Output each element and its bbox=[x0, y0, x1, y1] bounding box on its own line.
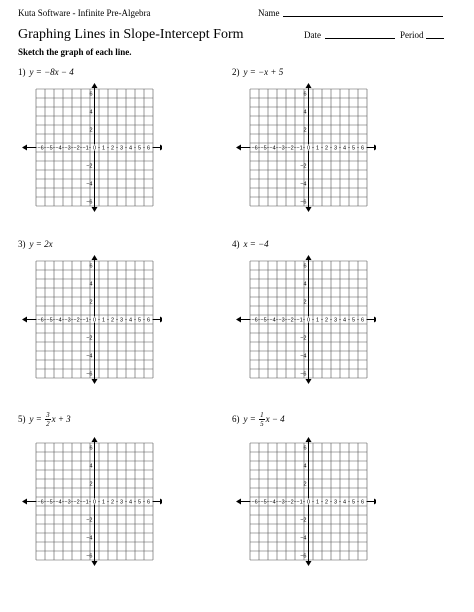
x-tick-label: 4 bbox=[128, 145, 133, 152]
x-tick-label: 2 bbox=[324, 145, 329, 152]
x-axis-arrow-left bbox=[236, 145, 241, 151]
y-tick-label: −6 bbox=[300, 199, 307, 206]
date-label: Date bbox=[304, 30, 321, 40]
y-tick-label: −2 bbox=[86, 335, 93, 342]
slope-fraction bbox=[45, 411, 51, 428]
y-axis-arrow-up bbox=[92, 83, 98, 88]
y-tick-label: 2 bbox=[89, 481, 93, 488]
x-tick-label: −4 bbox=[55, 499, 62, 506]
x-tick-label: −3 bbox=[278, 499, 285, 506]
equation-prefix: y = bbox=[29, 413, 45, 424]
x-tick-label: −6 bbox=[251, 317, 258, 324]
problem-1 bbox=[18, 67, 74, 77]
x-tick-label: 3 bbox=[119, 499, 124, 506]
x-tick-label: −6 bbox=[37, 145, 44, 152]
problem-number: 4) bbox=[232, 239, 240, 249]
x-tick-label: 2 bbox=[324, 499, 329, 506]
x-axis-arrow-left bbox=[22, 145, 27, 151]
x-tick-label: −6 bbox=[37, 499, 44, 506]
worksheet-source: Kuta Software - Infinite Pre-Algebra bbox=[18, 8, 151, 18]
y-tick-label: −4 bbox=[300, 535, 307, 542]
y-tick-label: 4 bbox=[89, 463, 93, 470]
x-tick-label: 6 bbox=[146, 499, 151, 506]
y-axis-arrow-up bbox=[92, 437, 98, 442]
x-tick-label: 3 bbox=[119, 317, 124, 324]
x-tick-label: 4 bbox=[128, 499, 133, 506]
coordinate-grid-6[interactable] bbox=[232, 436, 376, 566]
x-tick-label: −3 bbox=[64, 499, 71, 506]
y-tick-label: 6 bbox=[303, 91, 307, 98]
x-tick-label: 6 bbox=[146, 145, 151, 152]
x-axis-arrow-right bbox=[160, 499, 162, 505]
y-tick-label: 4 bbox=[303, 109, 307, 116]
y-tick-label: 4 bbox=[89, 109, 93, 116]
x-axis-arrow-right bbox=[374, 499, 376, 505]
coordinate-grid-1[interactable] bbox=[18, 82, 162, 212]
y-tick-label: −6 bbox=[86, 553, 93, 560]
x-tick-label: 2 bbox=[110, 499, 115, 506]
x-tick-label: 0 bbox=[92, 145, 97, 152]
x-tick-label: 1 bbox=[101, 317, 106, 324]
x-tick-label: 1 bbox=[315, 317, 320, 324]
coordinate-grid-2[interactable] bbox=[232, 82, 376, 212]
x-tick-label: 1 bbox=[101, 145, 106, 152]
x-tick-label: 0 bbox=[306, 317, 311, 324]
fraction-numerator: 1 bbox=[260, 411, 264, 419]
x-tick-label: 4 bbox=[342, 317, 347, 324]
y-tick-label: 2 bbox=[303, 481, 307, 488]
x-tick-label: −2 bbox=[287, 145, 294, 152]
problem-equation bbox=[243, 411, 285, 428]
x-tick-label: 5 bbox=[351, 317, 356, 324]
x-tick-label: 3 bbox=[119, 145, 124, 152]
problem-3 bbox=[18, 239, 53, 249]
y-tick-label: 6 bbox=[89, 445, 93, 452]
x-tick-label: −2 bbox=[73, 145, 80, 152]
y-axis-arrow-down bbox=[306, 207, 312, 212]
name-field[interactable] bbox=[283, 16, 443, 17]
x-tick-label: −2 bbox=[287, 499, 294, 506]
x-tick-label: −5 bbox=[260, 499, 267, 506]
x-tick-label: 6 bbox=[360, 317, 365, 324]
problem-equation: y = 2x bbox=[29, 239, 53, 249]
x-tick-label: −5 bbox=[46, 499, 53, 506]
x-tick-label: 1 bbox=[315, 145, 320, 152]
y-tick-label: 4 bbox=[303, 463, 307, 470]
instructions: Sketch the graph of each line. bbox=[18, 47, 132, 57]
y-axis-arrow-up bbox=[306, 437, 312, 442]
x-tick-label: −1 bbox=[82, 499, 89, 506]
y-tick-label: −2 bbox=[300, 335, 307, 342]
y-tick-label: −6 bbox=[300, 553, 307, 560]
y-tick-label: 6 bbox=[89, 263, 93, 270]
period-label: Period bbox=[400, 30, 424, 40]
x-tick-label: 3 bbox=[333, 145, 338, 152]
problem-2 bbox=[232, 67, 283, 77]
x-tick-label: −5 bbox=[46, 317, 53, 324]
x-tick-label: −5 bbox=[46, 145, 53, 152]
x-tick-label: −1 bbox=[296, 499, 303, 506]
x-tick-label: 4 bbox=[342, 145, 347, 152]
y-tick-label: 6 bbox=[89, 91, 93, 98]
y-tick-label: 2 bbox=[303, 127, 307, 134]
y-tick-label: −4 bbox=[86, 535, 93, 542]
x-axis-arrow-right bbox=[160, 317, 162, 323]
y-tick-label: 2 bbox=[89, 127, 93, 134]
x-tick-label: −3 bbox=[278, 317, 285, 324]
x-axis-arrow-left bbox=[236, 499, 241, 505]
x-axis-arrow-right bbox=[374, 145, 376, 151]
y-tick-label: −6 bbox=[300, 371, 307, 378]
coordinate-grid-5[interactable] bbox=[18, 436, 162, 566]
x-tick-label: −4 bbox=[55, 145, 62, 152]
x-tick-label: −2 bbox=[287, 317, 294, 324]
x-tick-label: 0 bbox=[92, 317, 97, 324]
fraction-denominator: 2 bbox=[46, 420, 50, 428]
x-tick-label: −3 bbox=[64, 317, 71, 324]
x-tick-label: 6 bbox=[360, 499, 365, 506]
x-tick-label: 5 bbox=[351, 499, 356, 506]
problem-equation: y = −8x − 4 bbox=[29, 67, 74, 77]
y-tick-label: 4 bbox=[89, 281, 93, 288]
coordinate-grid-4[interactable] bbox=[232, 254, 376, 384]
x-tick-label: 4 bbox=[128, 317, 133, 324]
y-tick-label: 2 bbox=[89, 299, 93, 306]
x-tick-label: −4 bbox=[55, 317, 62, 324]
y-tick-label: 6 bbox=[303, 445, 307, 452]
problem-equation bbox=[29, 411, 71, 428]
x-tick-label: 0 bbox=[306, 499, 311, 506]
y-axis-arrow-up bbox=[306, 255, 312, 260]
x-tick-label: 2 bbox=[110, 145, 115, 152]
y-tick-label: 6 bbox=[303, 263, 307, 270]
fraction-denominator: 5 bbox=[260, 420, 264, 428]
x-tick-label: −6 bbox=[251, 145, 258, 152]
y-tick-label: −4 bbox=[86, 181, 93, 188]
x-tick-label: −3 bbox=[64, 145, 71, 152]
x-tick-label: −1 bbox=[82, 317, 89, 324]
problem-number: 5) bbox=[18, 413, 26, 424]
x-tick-label: 6 bbox=[146, 317, 151, 324]
x-axis-arrow-left bbox=[236, 317, 241, 323]
date-field[interactable] bbox=[325, 38, 395, 39]
equation-suffix: x + 3 bbox=[51, 413, 71, 424]
y-axis-arrow-down bbox=[92, 379, 98, 384]
x-tick-label: 5 bbox=[351, 145, 356, 152]
name-label: Name bbox=[258, 8, 280, 18]
y-axis-arrow-down bbox=[306, 379, 312, 384]
x-tick-label: 0 bbox=[306, 145, 311, 152]
x-tick-label: 3 bbox=[333, 499, 338, 506]
period-field[interactable] bbox=[426, 38, 444, 39]
x-tick-label: −1 bbox=[296, 145, 303, 152]
x-tick-label: −4 bbox=[269, 317, 276, 324]
problem-5 bbox=[18, 411, 71, 428]
x-tick-label: −4 bbox=[269, 499, 276, 506]
x-tick-label: −6 bbox=[37, 317, 44, 324]
x-tick-label: 2 bbox=[324, 317, 329, 324]
worksheet-title: Graphing Lines in Slope-Intercept Form bbox=[18, 27, 244, 42]
x-tick-label: 3 bbox=[333, 317, 338, 324]
y-tick-label: −4 bbox=[86, 353, 93, 360]
problem-4 bbox=[232, 239, 269, 249]
y-tick-label: −4 bbox=[300, 353, 307, 360]
x-tick-label: −4 bbox=[269, 145, 276, 152]
y-axis-arrow-down bbox=[92, 561, 98, 566]
problem-equation: x = −4 bbox=[243, 239, 269, 249]
problem-number: 1) bbox=[18, 67, 26, 77]
y-tick-label: −2 bbox=[300, 163, 307, 170]
x-tick-label: 2 bbox=[110, 317, 115, 324]
x-tick-label: 5 bbox=[137, 145, 142, 152]
x-tick-label: 5 bbox=[137, 317, 142, 324]
y-tick-label: 4 bbox=[303, 281, 307, 288]
x-tick-label: 1 bbox=[101, 499, 106, 506]
x-tick-label: −5 bbox=[260, 317, 267, 324]
problem-equation: y = −x + 5 bbox=[243, 67, 284, 77]
x-tick-label: 5 bbox=[137, 499, 142, 506]
x-tick-label: −2 bbox=[73, 499, 80, 506]
fraction-numerator: 3 bbox=[46, 411, 50, 419]
x-tick-label: −2 bbox=[73, 317, 80, 324]
y-tick-label: −4 bbox=[300, 181, 307, 188]
x-axis-arrow-left bbox=[22, 499, 27, 505]
problem-number: 6) bbox=[232, 413, 240, 424]
problem-number: 3) bbox=[18, 239, 26, 249]
x-axis-arrow-right bbox=[374, 317, 376, 323]
y-tick-label: −2 bbox=[300, 517, 307, 524]
x-tick-label: −1 bbox=[296, 317, 303, 324]
x-tick-label: −6 bbox=[251, 499, 258, 506]
y-tick-label: −6 bbox=[86, 199, 93, 206]
coordinate-grid-3[interactable] bbox=[18, 254, 162, 384]
y-tick-label: −2 bbox=[86, 163, 93, 170]
problem-6 bbox=[232, 411, 285, 428]
y-axis-arrow-down bbox=[92, 207, 98, 212]
slope-fraction bbox=[259, 411, 265, 428]
x-axis-arrow-right bbox=[160, 145, 162, 151]
equation-prefix: y = bbox=[243, 413, 259, 424]
x-tick-label: −3 bbox=[278, 145, 285, 152]
x-tick-label: 4 bbox=[342, 499, 347, 506]
x-tick-label: −1 bbox=[82, 145, 89, 152]
x-tick-label: −5 bbox=[260, 145, 267, 152]
y-axis-arrow-up bbox=[306, 83, 312, 88]
y-tick-label: 2 bbox=[303, 299, 307, 306]
y-axis-arrow-up bbox=[92, 255, 98, 260]
x-axis-arrow-left bbox=[22, 317, 27, 323]
x-tick-label: 6 bbox=[360, 145, 365, 152]
y-axis-arrow-down bbox=[306, 561, 312, 566]
equation-suffix: x − 4 bbox=[265, 413, 285, 424]
x-tick-label: 0 bbox=[92, 499, 97, 506]
y-tick-label: −2 bbox=[86, 517, 93, 524]
x-tick-label: 1 bbox=[315, 499, 320, 506]
problem-number: 2) bbox=[232, 67, 240, 77]
y-tick-label: −6 bbox=[86, 371, 93, 378]
